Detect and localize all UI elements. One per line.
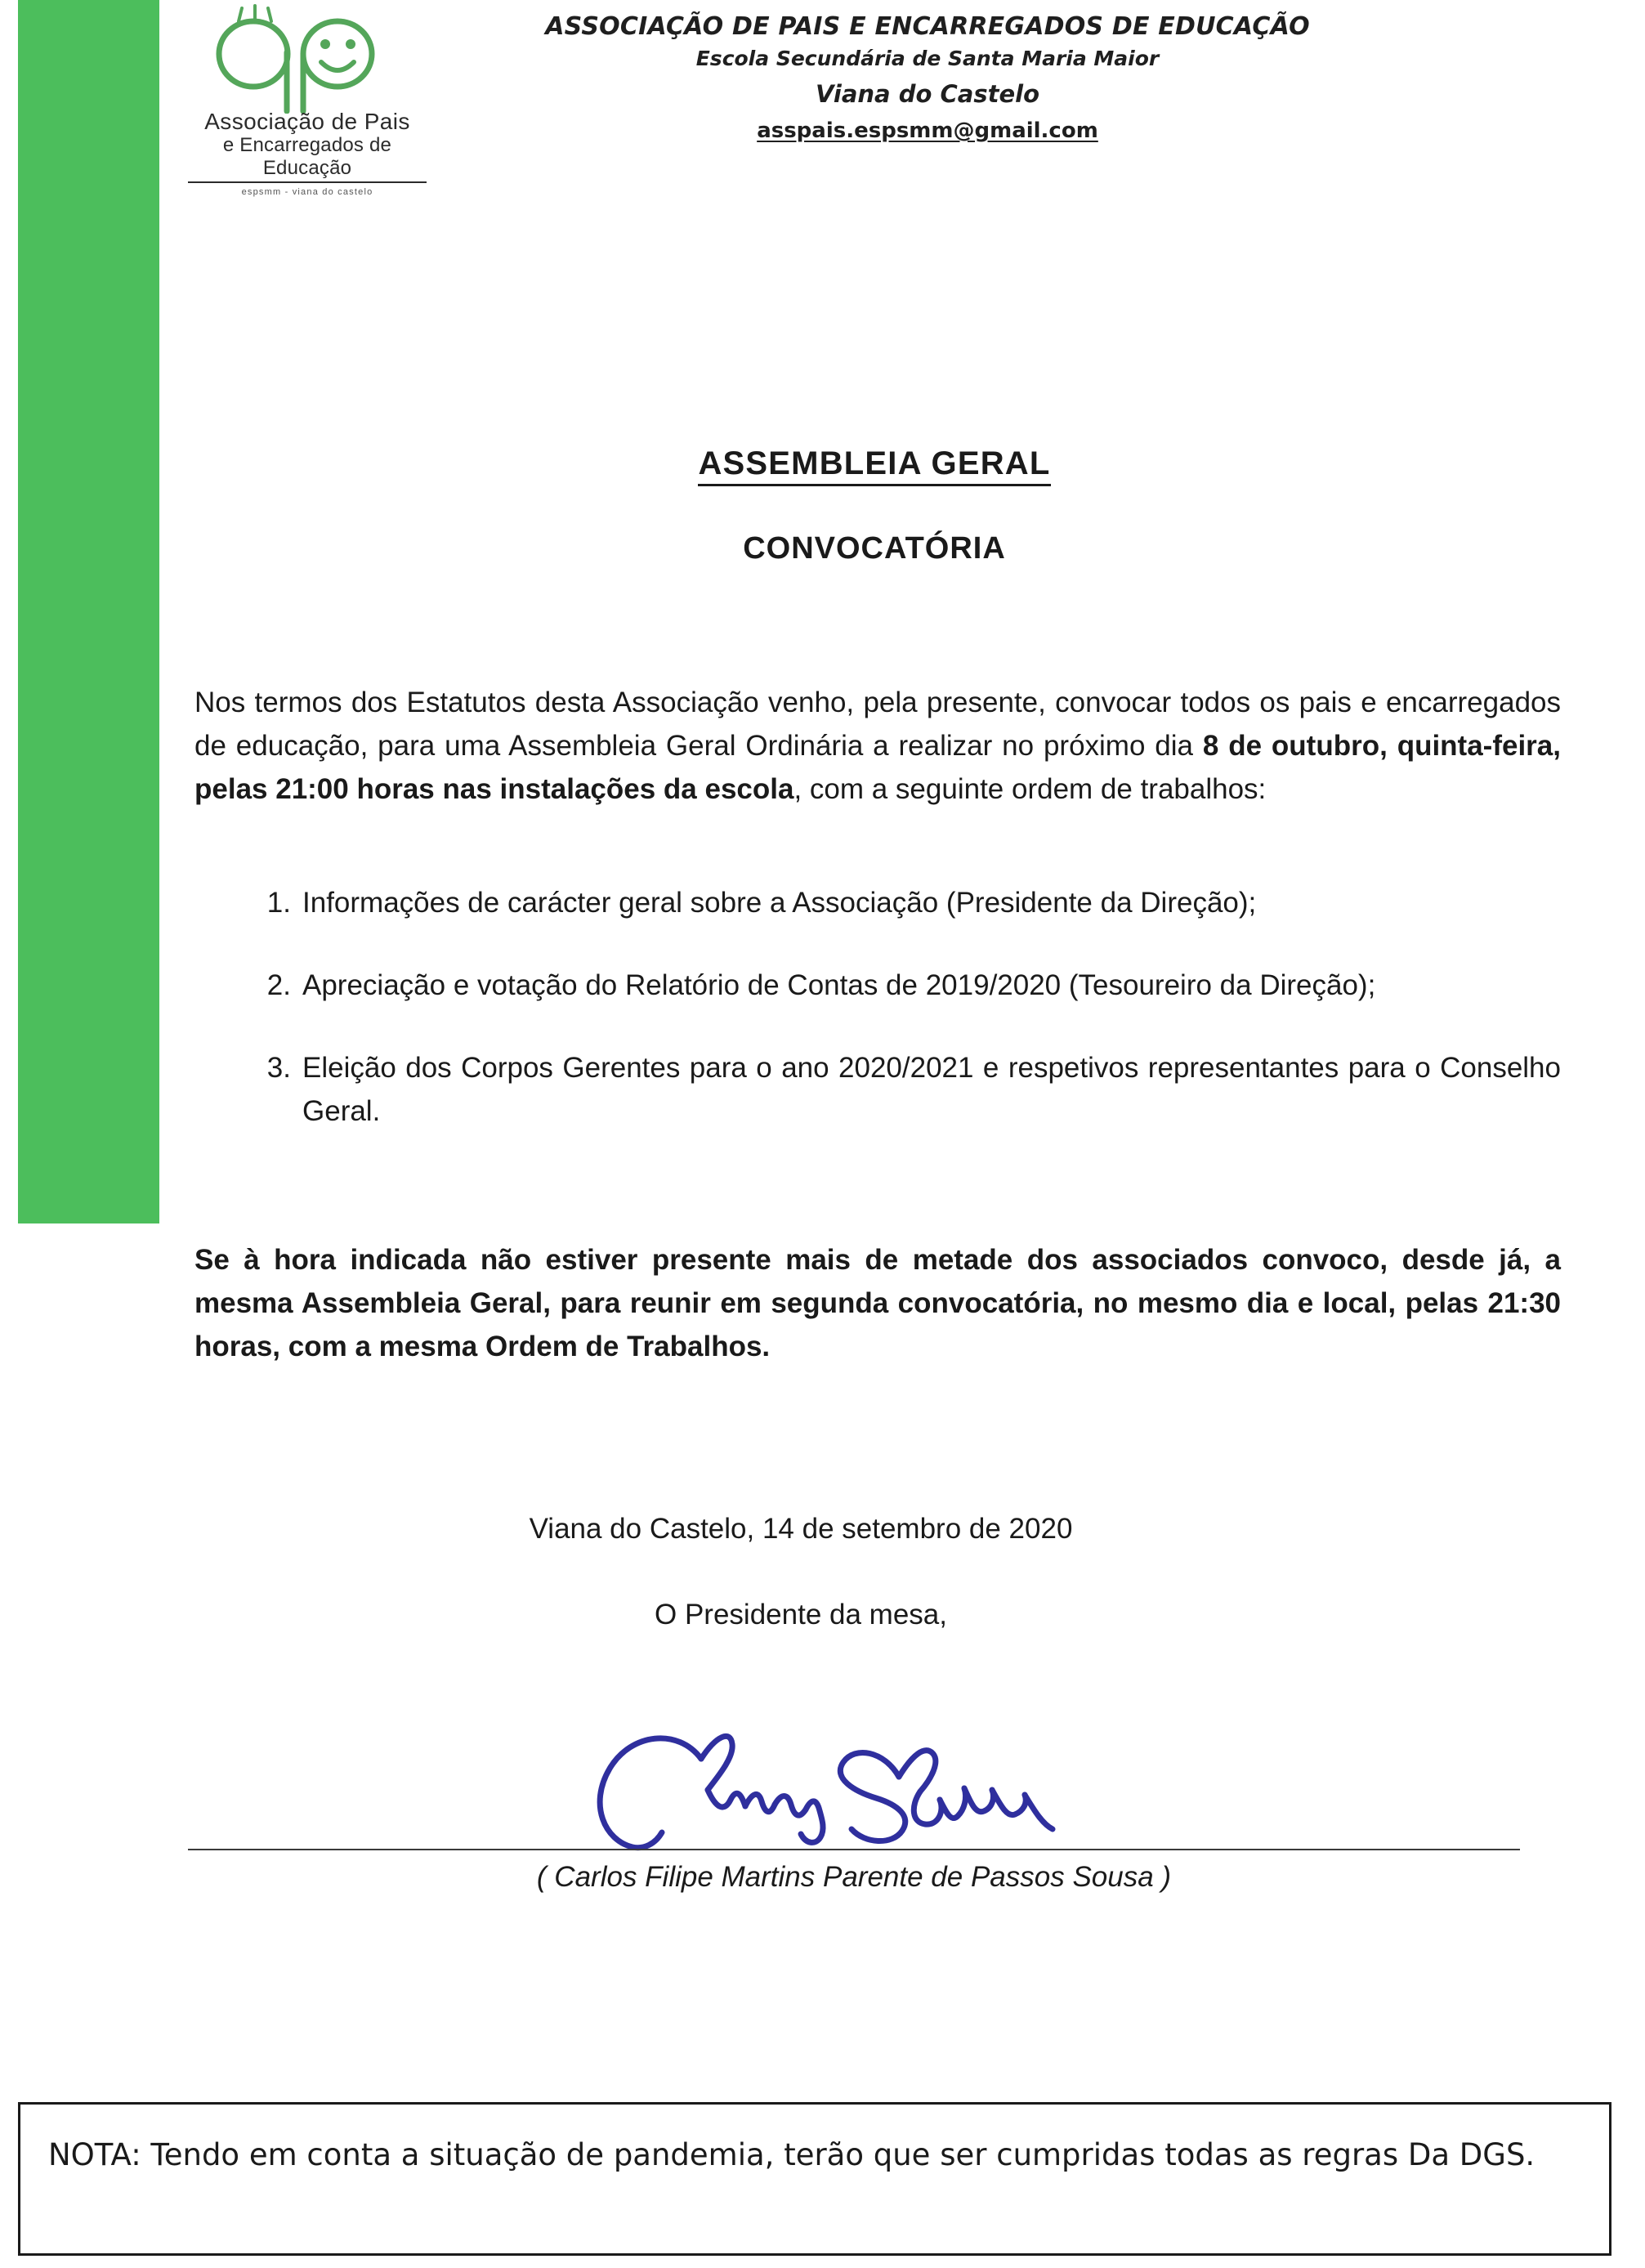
agenda-item [245,1046,1561,1133]
logo-caption-line1: Associação de Pais [204,109,410,134]
ap-smiley-logo-icon [188,3,425,197]
intro-paragraph [194,681,1561,811]
signatory-role: O Presidente da mesa, [655,1599,947,1631]
page-title [188,445,1561,482]
organization-name: ASSOCIAÇÃO DE PAIS E ENCARREGADOS DE EDUCAÇÃO [545,12,1310,41]
page-title-text: ASSEMBLEIA GERAL [698,445,1050,486]
agenda-item [245,881,1561,924]
agenda-item-number: 3. [266,1052,291,1084]
nota-box [18,2102,1611,2256]
meeting-datetime-emphasis: 8 de outubro, quinta-feira, pelas 21:00 horas nas instalações da escola [194,730,1561,805]
second-call-paragraph: Se à hora indicada não estiver presente mais de metade dos associados convoco, desde já, a mesma Assembleia Geral, para reunir em segunda convocatória, no mesmo dia e local, pelas 21:30 horas, com a mesma Ordem de Trabalhos. [194,1244,1561,1362]
agenda-item-text: Eleição dos Corpos Gerentes para o ano 2020/2021 e respetivos representantes para o Conselho Geral. [302,1052,1561,1127]
intro-text-part2: , com a seguinte ordem de trabalhos: [793,773,1267,805]
signature-block [188,1708,1577,1921]
city-name: Viana do Castelo [815,80,1040,108]
intro-text-part1: Nos termos dos Estatutos desta Associação venho, pela presente, convocar todos os pais e encarregados de educação, para uma Assembleia Geral Ordinária a realizar no próximo dia [194,687,1561,762]
nota-text: NOTA: Tendo em conta a situação de pandemia, terão que ser cumpridas todas as regras Da DGS. [48,2137,1535,2172]
agenda-item [245,964,1561,1007]
agenda-item-number: 2. [266,969,291,1001]
contact-email[interactable]: asspais.espsmm@gmail.com [757,119,1098,143]
logo-caption-line2: e Encarregados de Educação [188,134,427,183]
school-name: Escola Secundária de Santa Maria Maior [695,47,1160,70]
logo-caption-line3: espsmm - viana do castelo [241,187,373,197]
organization-block [458,11,1397,149]
agenda-item-number: 1. [266,887,291,919]
handwritten-signature-icon [556,1708,1128,1855]
logo-caption [188,110,427,199]
signatory-name: ( Carlos Filipe Martins Parente de Passos Sousa ) [536,1861,1172,1893]
letterhead [188,0,1577,196]
agenda-list [245,881,1561,1172]
agenda-item-text: Apreciação e votação do Relatório de Contas de 2019/2020 (Tesoureiro da Direção); [302,969,1376,1001]
green-side-bar [18,0,159,1223]
place-and-date: Viana do Castelo, 14 de setembro de 2020 [529,1513,1073,1545]
page-subtitle: CONVOCATÓRIA [743,531,1006,566]
agenda-item-text: Informações de carácter geral sobre a Associação (Presidente da Direção); [302,887,1257,919]
signature-rule [188,1849,1520,1850]
